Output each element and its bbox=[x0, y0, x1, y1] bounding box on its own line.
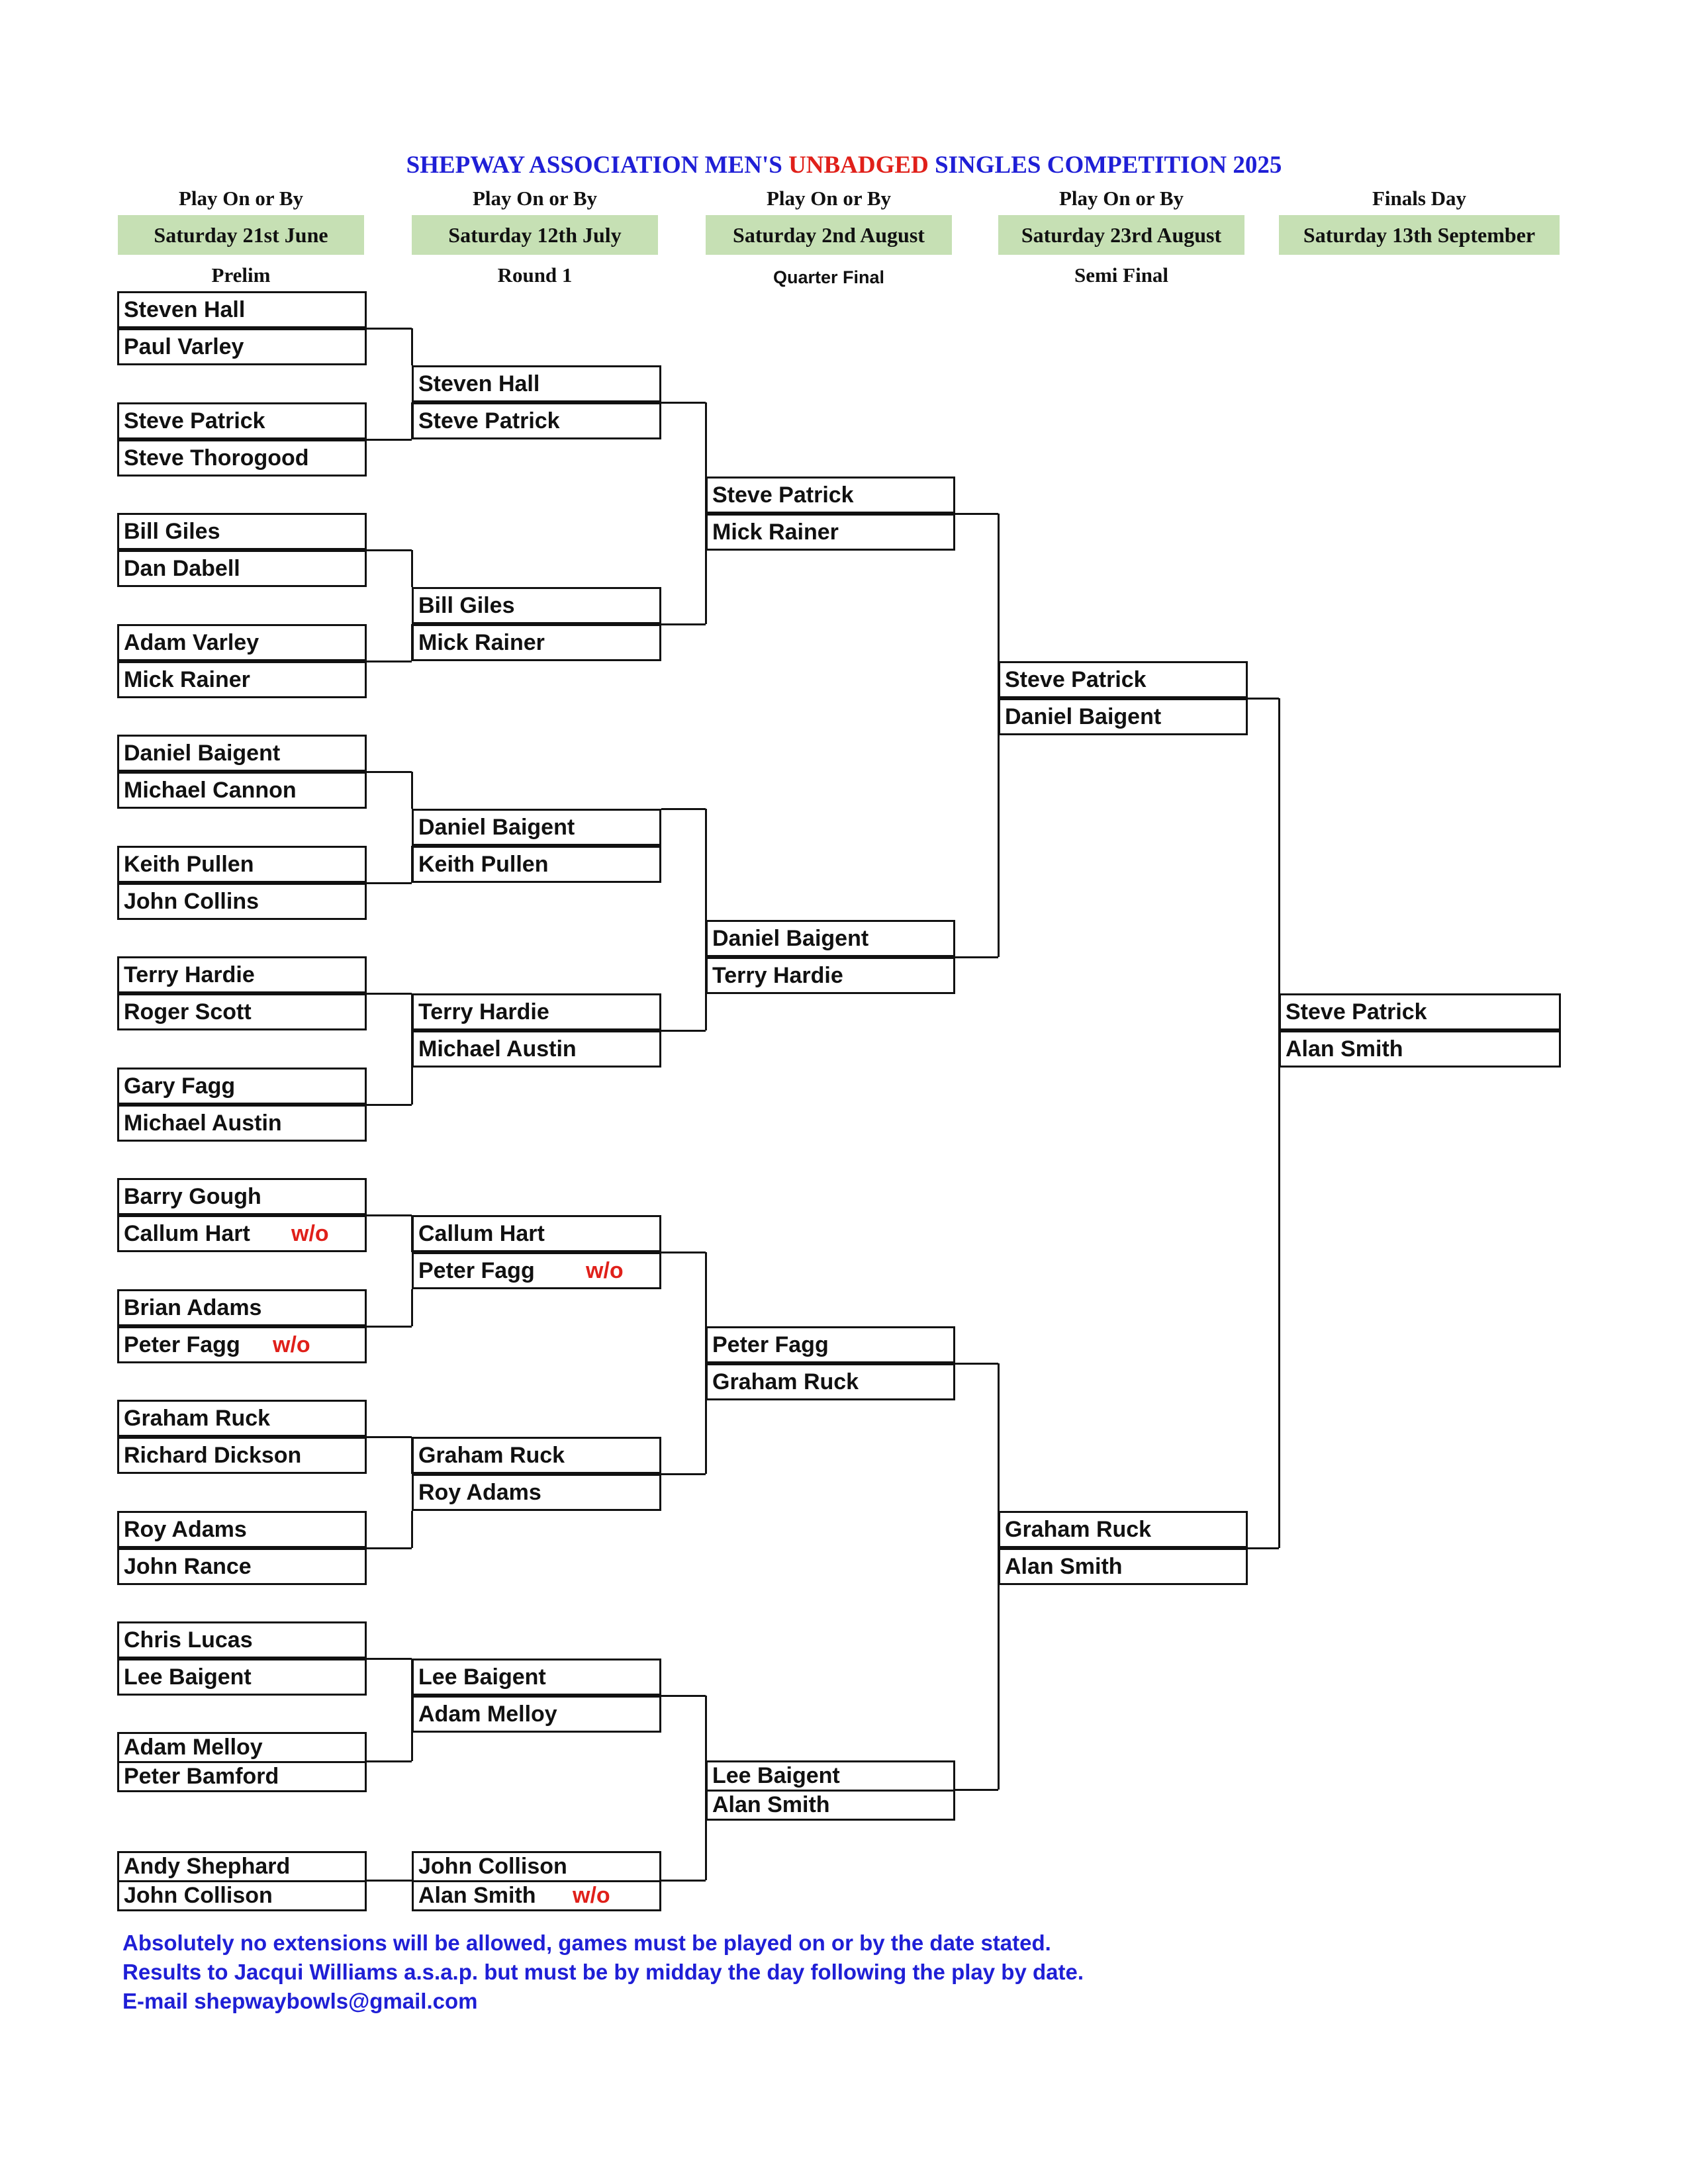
prelim-slot bbox=[117, 550, 367, 587]
col1-date: Saturday 21st June bbox=[118, 215, 364, 255]
walkover-mark: w/o bbox=[586, 1258, 624, 1283]
page-title bbox=[0, 151, 1688, 179]
semi-slot bbox=[998, 1511, 1248, 1548]
connector-line bbox=[367, 1214, 412, 1216]
player-name: Adam Varley bbox=[124, 630, 259, 655]
col1-play: Play On or By bbox=[178, 187, 304, 210]
player-name: Daniel Baigent bbox=[124, 741, 281, 766]
footer-line-2: Results to Jacqui Williams a.s.a.p. but must be by midday the day following the play by date. bbox=[122, 1960, 1084, 1984]
round1-slot bbox=[412, 846, 661, 883]
prelim-slot bbox=[117, 1880, 367, 1911]
footer-line-1: Absolutely no extensions will be allowed, games must be played on or by the date stated. bbox=[122, 1931, 1051, 1955]
title-unbadged: UNBADGED bbox=[788, 152, 929, 179]
player-name: Steve Patrick bbox=[712, 482, 854, 508]
final-slot bbox=[1279, 993, 1561, 1030]
connector-line bbox=[411, 328, 413, 365]
round1-slot bbox=[412, 365, 661, 402]
quarter-slot bbox=[706, 477, 955, 514]
prelim-slot bbox=[117, 1068, 367, 1105]
connector-line bbox=[367, 1880, 412, 1882]
player-name: Daniel Baigent bbox=[712, 926, 869, 951]
player-name: Steve Patrick bbox=[1005, 667, 1147, 692]
round1-slot bbox=[412, 809, 661, 846]
prelim-slot bbox=[117, 846, 367, 883]
connector-line bbox=[411, 1215, 413, 1252]
col4-play: Play On or By bbox=[1058, 187, 1184, 210]
player-name: Michael Cannon bbox=[124, 778, 297, 803]
quarter-slot bbox=[706, 514, 955, 551]
connector-line bbox=[661, 1695, 706, 1697]
player-name: Daniel Baigent bbox=[1005, 704, 1162, 729]
prelim-slot bbox=[117, 1659, 367, 1696]
col4-round: Semi Final bbox=[1074, 263, 1169, 287]
player-name: Roy Adams bbox=[418, 1480, 541, 1505]
prelim-slot bbox=[117, 1851, 367, 1882]
round1-slot bbox=[412, 1696, 661, 1733]
round1-slot bbox=[412, 1215, 661, 1252]
quarter-slot bbox=[706, 1790, 955, 1821]
player-name: Terry Hardie bbox=[124, 962, 255, 987]
player-name: Steve Patrick bbox=[418, 408, 560, 433]
quarter-slot bbox=[706, 1326, 955, 1363]
round1-slot bbox=[412, 993, 661, 1030]
player-name: Keith Pullen bbox=[418, 852, 549, 877]
player-name: Bill Giles bbox=[418, 593, 515, 618]
walkover-mark: w/o bbox=[573, 1883, 610, 1908]
col4-date: Saturday 23rd August bbox=[998, 215, 1244, 255]
player-name: Andy Shephard bbox=[124, 1854, 291, 1879]
player-name: Adam Melloy bbox=[124, 1735, 263, 1760]
prelim-slot bbox=[117, 1511, 367, 1548]
round1-slot bbox=[412, 624, 661, 661]
prelim-slot bbox=[117, 883, 367, 920]
prelim-slot bbox=[117, 1761, 367, 1792]
prelim-slot bbox=[117, 735, 367, 772]
connector-line bbox=[998, 1363, 1000, 1790]
player-name: Terry Hardie bbox=[418, 999, 549, 1024]
connector-line bbox=[367, 549, 412, 551]
connector-line bbox=[411, 624, 413, 661]
player-name: Steven Hall bbox=[124, 297, 246, 322]
prelim-slot bbox=[117, 772, 367, 809]
connector-line bbox=[367, 1104, 412, 1106]
connector-line bbox=[411, 993, 413, 1030]
prelim-slot bbox=[117, 1437, 367, 1474]
connector-line bbox=[1248, 1547, 1279, 1549]
prelim-slot bbox=[117, 402, 367, 439]
prelim-slot bbox=[117, 1105, 367, 1142]
player-name: Graham Ruck bbox=[124, 1406, 271, 1431]
walkover-mark: w/o bbox=[273, 1332, 310, 1357]
connector-line bbox=[411, 1659, 413, 1696]
player-name: Bill Giles bbox=[124, 519, 220, 544]
player-name: Roger Scott bbox=[124, 999, 252, 1024]
player-name: Gary Fagg bbox=[124, 1073, 236, 1099]
semi-slot bbox=[998, 698, 1248, 735]
player-name: Peter Fagg bbox=[418, 1258, 535, 1283]
quarter-slot bbox=[706, 920, 955, 957]
round1-slot bbox=[412, 402, 661, 439]
connector-line bbox=[705, 402, 707, 624]
connector-line bbox=[705, 1252, 707, 1474]
quarter-slot bbox=[706, 957, 955, 994]
round1-slot bbox=[412, 1437, 661, 1474]
player-name: Daniel Baigent bbox=[418, 815, 575, 840]
prelim-slot bbox=[117, 291, 367, 328]
player-name: Mick Rainer bbox=[418, 630, 545, 655]
col5-date: Saturday 13th September bbox=[1279, 215, 1560, 255]
player-name: Michael Austin bbox=[124, 1111, 282, 1136]
connector-line bbox=[661, 1030, 706, 1032]
connector-line bbox=[411, 846, 413, 883]
connector-line bbox=[367, 328, 412, 330]
connector-line bbox=[661, 1473, 706, 1475]
connector-line bbox=[367, 660, 412, 662]
round1-slot bbox=[412, 1880, 661, 1911]
round1-slot bbox=[412, 1030, 661, 1068]
player-name: Callum Hart bbox=[124, 1221, 250, 1246]
player-name: Richard Dickson bbox=[124, 1443, 302, 1468]
connector-line bbox=[367, 1760, 412, 1762]
player-name: John Collison bbox=[418, 1854, 567, 1879]
player-name: Barry Gough bbox=[124, 1184, 261, 1209]
connector-line bbox=[955, 513, 998, 515]
title-part1: SHEPWAY ASSOCIATION MEN'S bbox=[406, 152, 789, 179]
player-name: Chris Lucas bbox=[124, 1627, 253, 1653]
connector-line bbox=[411, 1030, 413, 1105]
player-name: Keith Pullen bbox=[124, 852, 254, 877]
col2-play: Play On or By bbox=[472, 187, 598, 210]
col2-date: Saturday 12th July bbox=[412, 215, 658, 255]
connector-line bbox=[367, 439, 412, 441]
player-name: Brian Adams bbox=[124, 1295, 262, 1320]
player-name: Lee Baigent bbox=[124, 1664, 252, 1690]
connector-line bbox=[367, 1326, 412, 1328]
col2-round: Round 1 bbox=[497, 263, 573, 287]
connector-line bbox=[661, 402, 706, 404]
player-name: Lee Baigent bbox=[712, 1763, 840, 1788]
player-name: Alan Smith bbox=[1005, 1554, 1123, 1579]
prelim-slot bbox=[117, 513, 367, 550]
walkover-mark: w/o bbox=[291, 1221, 329, 1246]
connector-line bbox=[661, 808, 706, 810]
col5-play: Finals Day bbox=[1372, 187, 1467, 210]
player-name: Graham Ruck bbox=[1005, 1517, 1152, 1542]
player-name: Roy Adams bbox=[124, 1517, 247, 1542]
player-name: Alan Smith bbox=[418, 1883, 536, 1908]
connector-line bbox=[367, 1547, 412, 1549]
connector-line bbox=[661, 1251, 706, 1253]
player-name: Peter Fagg bbox=[124, 1332, 240, 1357]
player-name: Dan Dabell bbox=[124, 556, 240, 581]
prelim-slot bbox=[117, 624, 367, 661]
connector-line bbox=[411, 550, 413, 587]
player-name: Adam Melloy bbox=[418, 1702, 557, 1727]
connector-line bbox=[998, 514, 1000, 957]
connector-line bbox=[955, 1789, 998, 1791]
connector-line bbox=[955, 1363, 998, 1365]
prelim-slot bbox=[117, 328, 367, 365]
connector-line bbox=[411, 1696, 413, 1761]
player-name: Alan Smith bbox=[1286, 1036, 1403, 1062]
final-slot bbox=[1279, 1030, 1561, 1068]
player-name: Peter Fagg bbox=[712, 1332, 829, 1357]
col3-play: Play On or By bbox=[766, 187, 892, 210]
player-name: Steven Hall bbox=[418, 371, 540, 396]
connector-line bbox=[705, 809, 707, 1030]
player-name: Peter Bamford bbox=[124, 1764, 279, 1789]
round1-slot bbox=[412, 1252, 661, 1289]
prelim-slot bbox=[117, 661, 367, 698]
col1-round: Prelim bbox=[211, 263, 271, 287]
player-name: Graham Ruck bbox=[712, 1369, 859, 1394]
player-name: Steve Patrick bbox=[1286, 999, 1427, 1024]
player-name: John Collins bbox=[124, 889, 259, 914]
connector-line bbox=[661, 623, 706, 625]
prelim-slot bbox=[117, 1732, 367, 1763]
player-name: Lee Baigent bbox=[418, 1664, 546, 1690]
connector-line bbox=[955, 956, 998, 958]
player-name: John Rance bbox=[124, 1554, 252, 1579]
quarter-slot bbox=[706, 1760, 955, 1792]
round1-slot bbox=[412, 1474, 661, 1511]
title-part3: SINGLES COMPETITION 2025 bbox=[928, 152, 1282, 179]
connector-line bbox=[411, 772, 413, 809]
player-name: Terry Hardie bbox=[712, 963, 843, 988]
prelim-slot bbox=[117, 1400, 367, 1437]
connector-line bbox=[367, 993, 412, 995]
connector-line bbox=[411, 1437, 413, 1474]
player-name: Paul Varley bbox=[124, 334, 244, 359]
round1-slot bbox=[412, 587, 661, 624]
prelim-slot bbox=[117, 1178, 367, 1215]
prelim-slot bbox=[117, 1326, 367, 1363]
player-name: Mick Rainer bbox=[124, 667, 250, 692]
connector-line bbox=[367, 1658, 412, 1660]
player-name: Steve Patrick bbox=[124, 408, 265, 433]
round1-slot bbox=[412, 1659, 661, 1696]
prelim-slot bbox=[117, 956, 367, 993]
prelim-slot bbox=[117, 439, 367, 477]
prelim-slot bbox=[117, 1548, 367, 1585]
connector-line bbox=[705, 1696, 707, 1880]
connector-line bbox=[1278, 698, 1280, 1548]
connector-line bbox=[411, 1511, 413, 1548]
connector-line bbox=[411, 402, 413, 439]
player-name: Alan Smith bbox=[712, 1792, 830, 1817]
player-name: John Collison bbox=[124, 1883, 273, 1908]
connector-line bbox=[661, 1880, 706, 1882]
player-name: Graham Ruck bbox=[418, 1443, 565, 1468]
round1-slot bbox=[412, 1851, 661, 1882]
col3-round: Quarter Final bbox=[773, 267, 885, 287]
player-name: Steve Thorogood bbox=[124, 445, 309, 471]
semi-slot bbox=[998, 1548, 1248, 1585]
prelim-slot bbox=[117, 1621, 367, 1659]
connector-line bbox=[411, 1289, 413, 1326]
prelim-slot bbox=[117, 1289, 367, 1326]
footer-line-3: E-mail shepwaybowls@gmail.com bbox=[122, 1989, 478, 2013]
connector-line bbox=[367, 771, 412, 773]
connector-line bbox=[367, 1436, 412, 1438]
semi-slot bbox=[998, 661, 1248, 698]
prelim-slot bbox=[117, 1215, 367, 1252]
prelim-slot bbox=[117, 993, 367, 1030]
player-name: Callum Hart bbox=[418, 1221, 545, 1246]
connector-line bbox=[367, 882, 412, 884]
connector-line bbox=[1248, 698, 1279, 700]
player-name: Mick Rainer bbox=[712, 520, 839, 545]
col3-date: Saturday 2nd August bbox=[706, 215, 952, 255]
quarter-slot bbox=[706, 1363, 955, 1400]
player-name: Michael Austin bbox=[418, 1036, 577, 1062]
